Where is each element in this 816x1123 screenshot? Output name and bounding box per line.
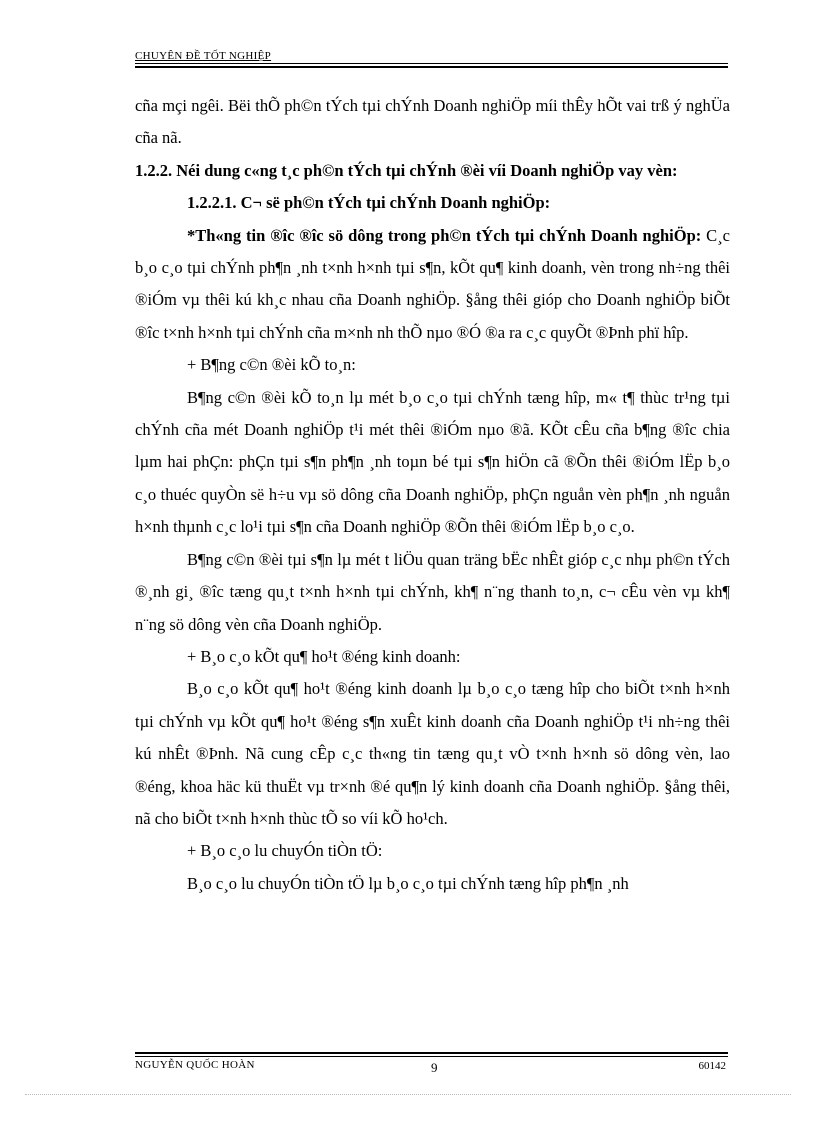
page-footer bbox=[135, 1052, 728, 1076]
footer-rule-thick bbox=[135, 1052, 728, 1054]
section-heading-1-2-2: 1.2.2. Néi dung c«ng t¸c ph©n tÝch tµi chÝnh ®èi víi Doanh nghiÖp vay vèn: bbox=[135, 160, 678, 180]
subsection-heading-1-2-2-1: 1.2.2.1. C¬ së ph©n tÝch tµi chÝnh Doanh nghiÖp: bbox=[187, 193, 551, 213]
paragraph-income-statement: B¸o c¸o kÕt qu¶ ho¹t ®éng kinh doanh lµ b¸o c¸o tæng hîp cho biÕt t×nh h×nh tµi chÝnh vµ kÕt qu¶ ho¹t ®éng s¶n xuÊt kinh doanh cña Doanh nghiÖp t¹i nh÷ng thêi kú nhÊt ®Þnh. Nã cung cÊp c¸c th«ng tin tæng qu¸t vÒ t×nh h×nh sö dông vèn, lao ®éng, khoa häc kü thuËt vµ tr×nh ®é qu¶n lý kinh doanh cña Doanh nghiÖp. §ång thêi, nã cho biÕt t×nh h×nh thùc tÕ so víi kÕ ho¹ch. bbox=[135, 679, 730, 828]
paragraph-information-used bbox=[135, 220, 730, 350]
header-rule-thin bbox=[135, 63, 728, 64]
header-title: CHUYÊN ĐỀ TỐT NGHIỆP bbox=[135, 50, 272, 62]
footer-code: 60142 bbox=[698, 1060, 726, 1072]
paragraph-balance-sheet-definition: B¶ng c©n ®èi kÕ to¸n lµ mét b¸o c¸o tµi chÝnh tæng hîp, m« t¶ thùc tr¹ng tµi chÝnh cña mét Doanh nghiÖp t¹i mét thêi ®iÓm nµo ®ã. KÕt cÊu cña b¶ng ®îc chia lµm hai phÇn: phÇn tµi s¶n ph¶n ¸nh toµn bé tµi s¶n hiÖn cã ®Õn thêi ®iÓm lËp b¸o c¸o thuéc quyÒn së h÷u vµ sö dông cña Doanh nghiÖp, phÇn nguån vèn ph¶n ¸nh nguån h×nh thµnh c¸c lo¹i tµi s¶n cña Doanh nghiÖp ®Õn thêi ®iÓm lËp b¸o c¸o. bbox=[135, 387, 730, 537]
document-body bbox=[135, 90, 730, 900]
footer-author: NGUYỄN QUỐC HOÀN bbox=[135, 1059, 255, 1071]
paragraph-balance-sheet-role: B¶ng c©n ®èi tµi s¶n lµ mét t liÖu quan träng bËc nhÊt gióp c¸c nhµ ph©n tÝch ®¸nh gi¸ ®îc tæng qu¸t t×nh h×nh tµi chÝnh, kh¶ n¨ng thanh to¸n, c¬ cÊu vèn vµ kh¶ n¨ng sö dông vèn cña Doanh nghiÖp. bbox=[135, 549, 730, 634]
item-income-statement: + B¸o c¸o kÕt qu¶ ho¹t ®éng kinh doanh: bbox=[187, 646, 461, 666]
paragraph-intro: cña mçi ngêi. Bëi thÕ ph©n tÝch tµi chÝnh Doanh nghiÖp míi thÊy hÕt vai trß ý nghÜa cña nã. bbox=[135, 96, 730, 148]
paragraph-lead-text: C¸c b¸o c¸o tµi chÝnh ph¶n ¸nh t×nh h×nh tµi s¶n, kÕt qu¶ kinh doanh, vèn trong nh÷ng thêi ®iÓm vµ thêi kú kh¸c nhau cña Doanh nghiÖp. §ång thêi gióp cho Doanh nghiÖp biÕt ®îc t×nh h×nh tµi chÝnh cña m×nh nh thÕ nµo ®Ó ®a ra c¸c quyÕt ®Þnh phï hîp. bbox=[135, 225, 730, 342]
paragraph-lead-bold: *Th«ng tin ®îc ®îc sö dông trong ph©n tÝch tµi chÝnh Doanh nghiÖp: bbox=[187, 225, 702, 245]
paragraph-cash-flow: B¸o c¸o lu chuyÓn tiÒn tÖ lµ b¸o c¸o tµi chÝnh tæng hîp ph¶n ¸nh bbox=[187, 873, 629, 893]
item-balance-sheet: + B¶ng c©n ®èi kÕ to¸n: bbox=[187, 355, 356, 375]
page-number: 9 bbox=[431, 1060, 438, 1075]
header-rule-thick bbox=[135, 66, 728, 68]
page-header bbox=[135, 50, 728, 62]
page-edge-divider bbox=[25, 1094, 791, 1095]
item-cash-flow: + B¸o c¸o lu chuyÓn tiÒn tÖ: bbox=[187, 841, 383, 861]
footer-rule-thin bbox=[135, 1056, 728, 1057]
